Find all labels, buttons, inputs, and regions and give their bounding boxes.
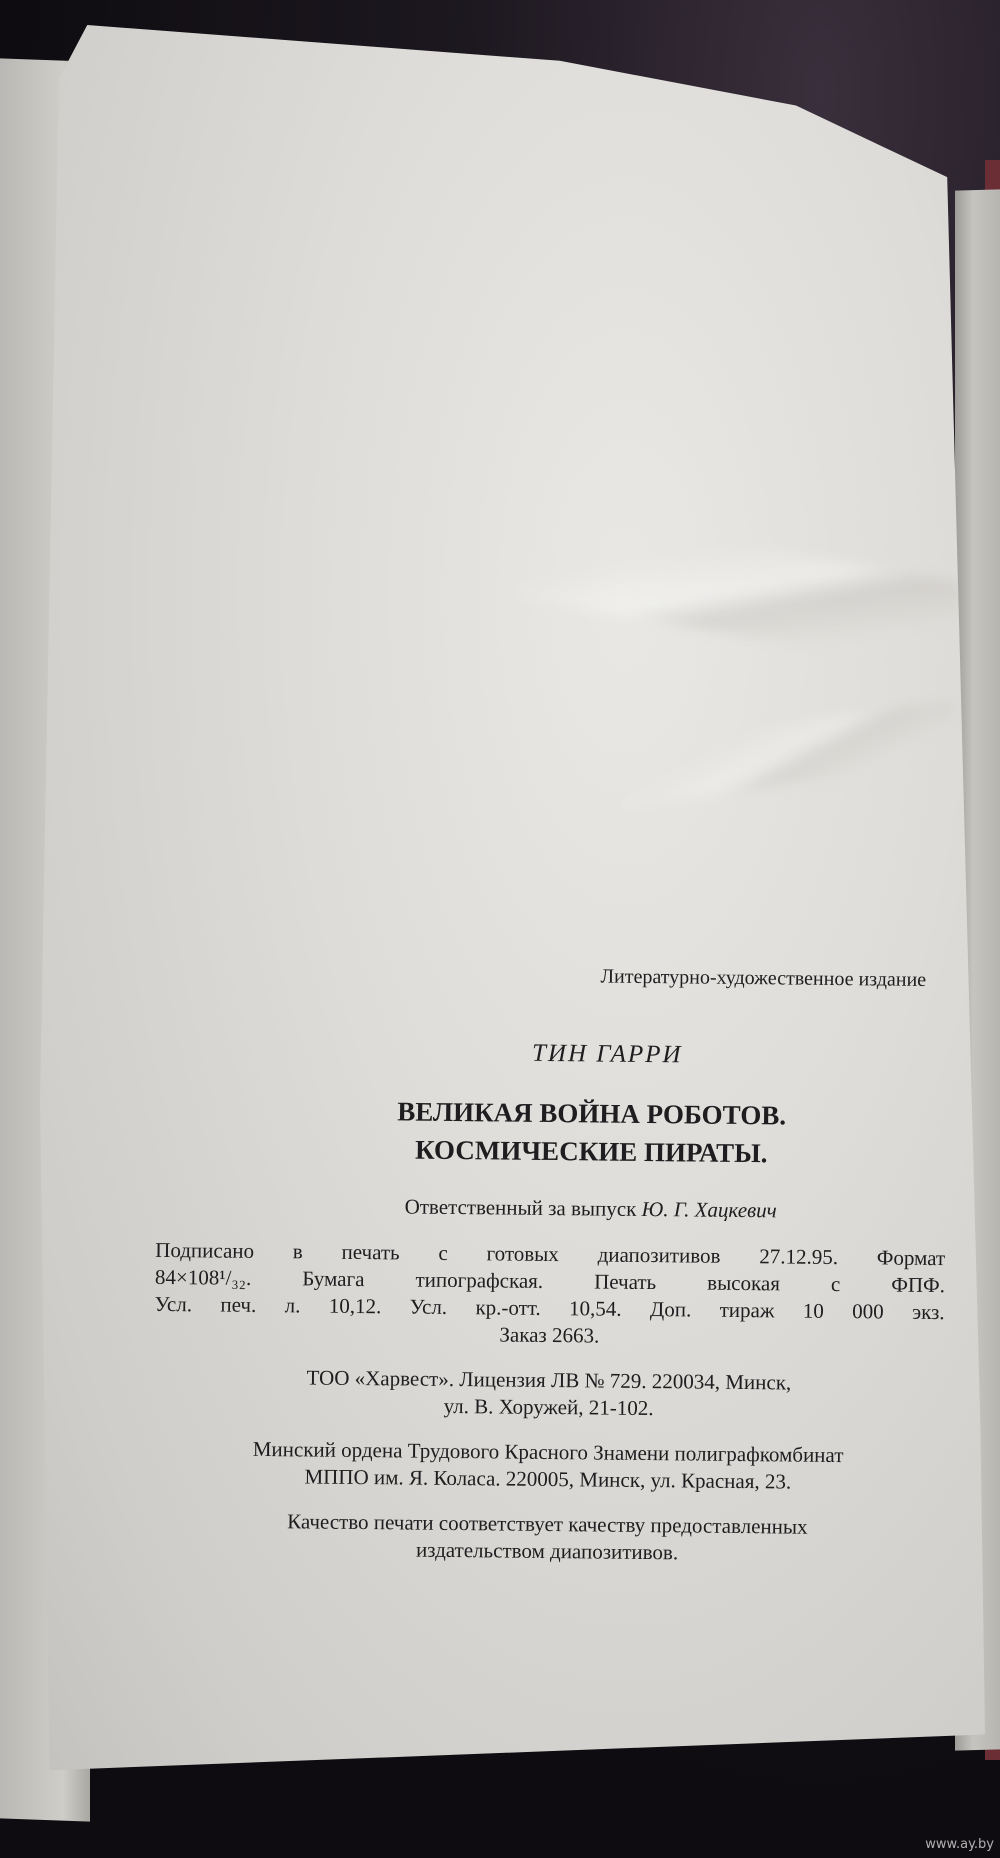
print-line: Заказ 2663. [499, 1322, 600, 1348]
responsible-editor [236, 1193, 946, 1225]
colophon [152, 961, 948, 1587]
print-line: Подписано в печать с готовых диапозитивов 27.12.95. Формат [155, 1237, 946, 1271]
page-crease [516, 507, 965, 672]
printer-line: МППО им. Я. Коласа. 220005, Минск, ул. Красная, 23. [304, 1464, 792, 1494]
genre-label: Литературно-художественное издание [600, 965, 927, 991]
book-title [236, 1091, 947, 1174]
responsible-label: Ответственный за выпуск [404, 1194, 637, 1221]
printer-info [153, 1435, 944, 1497]
publisher-line: ул. В. Хоружей, 21-102. [443, 1393, 654, 1421]
page-crease [598, 700, 963, 810]
print-details [154, 1237, 945, 1353]
title-line: КОСМИЧЕСКИЕ ПИРАТЫ. [414, 1134, 768, 1169]
quality-line: Качество печати соответствует качеству предоставленных [287, 1509, 808, 1539]
quality-note [152, 1507, 943, 1569]
print-line: Усл. печ. л. 10,12. Усл. кр.-отт. 10,54. Доп. тираж 10 000 экз. [154, 1291, 945, 1325]
title-line: ВЕЛИКАЯ ВОЙНА РОБОТОВ. [397, 1096, 787, 1131]
site-watermark: www.ay.by [925, 1837, 994, 1852]
publisher-line: ТОО «Харвест». Лицензия ЛВ № 729. 220034, Минск, [306, 1365, 792, 1395]
print-line: 84×108¹/₃₂. Бумага типографская. Печать высокая с ФПФ. [154, 1264, 946, 1298]
printer-line: Минский ордена Трудового Красного Знамени полиграфкомбинат [252, 1436, 844, 1468]
quality-line: издательством диапозитивов. [415, 1537, 679, 1565]
responsible-name: Ю. Г. Хацкевич [641, 1196, 777, 1223]
publisher-info [153, 1363, 944, 1425]
author-name: ТИН ГАРРИ [531, 1039, 683, 1069]
